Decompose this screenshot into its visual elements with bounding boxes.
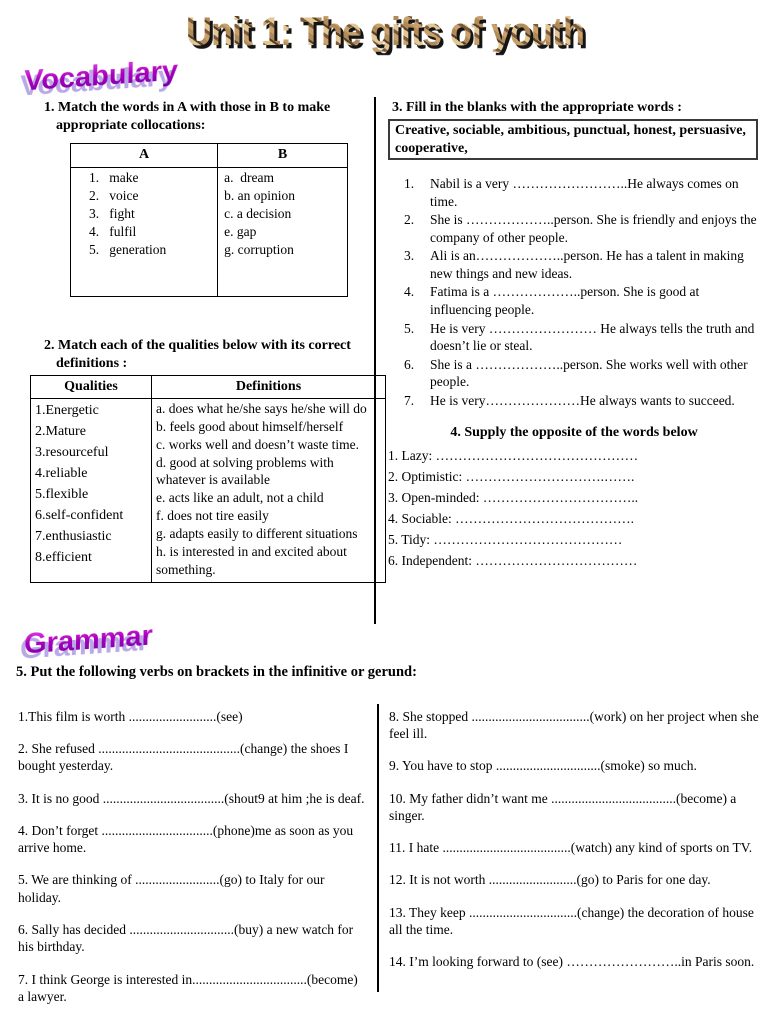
item-number: 5. <box>404 320 415 336</box>
word-a-item: 2. voice <box>89 187 139 203</box>
exercise2-heading: 2. Match each of the qualities below with its correct definitions : <box>44 337 351 371</box>
word-a-item: 3. fight <box>89 206 135 221</box>
grammar-item: 5. We are thinking of .........................(go) to Italy for our holiday. <box>18 872 325 905</box>
grammar-item: 9. You have to stop ...............................(smoke) so much. <box>389 758 697 774</box>
exercise4-heading: 4. Supply the opposite of the words below <box>450 425 698 441</box>
grammar-item: 3. It is no good ....................................(shout9 at him ;he is deaf. <box>18 790 365 806</box>
list-item <box>388 283 760 318</box>
vocabulary-left-column <box>0 95 374 624</box>
exercise3-heading: 3. Fill in the blanks with the appropriate words : <box>392 100 682 115</box>
qualities-table <box>30 375 386 583</box>
item-number: 1. <box>404 176 415 192</box>
item-number: 7. <box>404 392 415 408</box>
item-number: 4. <box>404 284 415 300</box>
quality-item: 5.flexible <box>35 487 89 503</box>
item-text: She is a ………………..person. She works well with other people. <box>430 356 748 390</box>
word-b-item: g. corruption <box>224 242 294 258</box>
grammar-item: 6. Sally has decided ...............................(buy) a new watch for his birthday. <box>18 921 354 955</box>
grammar-wordart: Grammar <box>23 619 154 661</box>
column-b-header: B <box>218 144 348 167</box>
quality-item: 2.Mature <box>35 424 86 440</box>
definition-item: a. does what he/she says he/she will do <box>156 401 367 417</box>
grammar-item: 1.This film is worth ..........................(see) <box>18 708 243 724</box>
opposite-item: 2. Optimistic: ………………………….……. <box>388 469 635 485</box>
qualities-cell <box>31 399 152 583</box>
list-item <box>388 211 760 246</box>
grammar-item: 14. I’m looking forward to (see) ……………………..in Paris soon. <box>389 954 755 970</box>
column-a-cell <box>71 167 218 296</box>
item-number: 6. <box>404 356 415 372</box>
qualities-header: Qualities <box>31 376 152 399</box>
word-bank-box: Creative, sociable, ambitious, punctual, honest, persuasive, cooperative, <box>388 119 758 160</box>
grammar-item: 13. They keep ................................(change) the decoration of house all the time. <box>389 904 754 937</box>
item-text: Ali is an………………..person. He has a talent in making new things and new ideas. <box>430 248 744 281</box>
item-text: Fatima is a ………………..person. She is good at influencing people. <box>430 284 700 318</box>
qualities-table-header <box>31 376 386 399</box>
quality-item: 1.Energetic <box>35 403 99 419</box>
list-item <box>388 175 760 210</box>
item-number: 2. <box>404 212 415 228</box>
column-b-cell <box>218 167 348 296</box>
table-row <box>71 167 348 296</box>
vocabulary-columns <box>0 95 770 624</box>
opposite-item: 5. Tidy: …………………………………… <box>388 532 623 548</box>
grammar-columns <box>0 704 770 1020</box>
definition-item: d. good at solving problems with whatever is available <box>156 454 338 488</box>
opposite-item: 1. Lazy: ……………………………………… <box>388 448 639 464</box>
table-row <box>31 399 386 583</box>
word-b-item: b. an opinion <box>224 187 296 203</box>
list-item <box>388 356 760 391</box>
word-b-item: a. dream <box>224 169 275 185</box>
item-text: He is very …………………… He always tells the truth and doesn’t lie or steal. <box>430 320 755 354</box>
page-title: Unit 1: The gifts of youth <box>186 8 584 55</box>
word-a-item: 4. fulfil <box>89 224 137 240</box>
list-item <box>388 320 760 355</box>
fill-in-blanks-list <box>388 175 760 409</box>
definitions-header: Definitions <box>152 376 386 399</box>
definition-item: b. feels good about himself/herself <box>156 419 344 435</box>
list-item <box>388 392 760 410</box>
item-text: Nabil is a very ……………………..He always comes on time. <box>430 176 739 209</box>
quality-item: 3.resourceful <box>35 445 109 461</box>
item-text: He is very…………………He always wants to succeed. <box>430 392 735 408</box>
opposites-list <box>388 446 760 572</box>
grammar-item: 4. Don’t forget .................................(phone)me as soon as you arrive home. <box>18 822 354 856</box>
vocabulary-right-column <box>376 95 770 624</box>
collocations-table-header <box>71 144 348 167</box>
vocabulary-wordart: Vocabulary <box>23 54 179 98</box>
word-b-item: e. gap <box>224 224 257 240</box>
column-a-header: A <box>71 144 218 167</box>
grammar-item: 8. She stopped ...................................(work) on her project when she feel ill. <box>389 708 759 742</box>
grammar-item: 10. My father didn’t want me .....................................(become) a singer. <box>389 790 737 823</box>
item-number: 3. <box>404 248 415 264</box>
vocabulary-section-header <box>23 54 770 98</box>
word-a-item: 5. generation <box>89 242 167 258</box>
grammar-item: 12. It is not worth ..........................(go) to Paris for one day. <box>389 872 711 888</box>
definitions-cell <box>152 399 386 583</box>
quality-item: 7.enthusiastic <box>35 529 112 545</box>
exercise1-heading: 1. Match the words in A with those in B to make appropriate collocations: <box>44 100 331 134</box>
grammar-right-column <box>379 704 770 1020</box>
page-title-wrap <box>0 0 770 55</box>
grammar-item: 2. She refused ..........................................(change) the shoes I bought yesterday. <box>18 741 349 774</box>
quality-item: 4.reliable <box>35 466 88 482</box>
opposite-item: 6. Independent: ……………………………… <box>388 553 638 569</box>
collocations-table <box>70 143 348 296</box>
quality-item: 8.efficient <box>35 550 92 566</box>
grammar-item: 11. I hate ......................................(watch) any kind of sports on TV. <box>389 840 753 856</box>
definition-item: g. adapts easily to different situations <box>156 525 358 541</box>
item-text: She is ………………..person. She is friendly and enjoys the company of other people. <box>430 212 757 245</box>
opposite-item: 3. Open-minded: …………………………….. <box>388 490 639 506</box>
exercise5-heading: 5. Put the following verbs on brackets in the infinitive or gerund: <box>16 664 417 681</box>
grammar-item: 7. I think George is interested in..................................(become) a lawyer. <box>18 971 358 1004</box>
opposite-item: 4. Sociable: …………………………………. <box>388 511 634 527</box>
definition-item: e. acts like an adult, not a child <box>156 490 324 506</box>
definition-item: f. does not tire easily <box>156 508 269 524</box>
quality-item: 6.self-confident <box>35 508 124 524</box>
definition-item: c. works well and doesn’t waste time. <box>156 436 359 452</box>
list-item <box>388 247 760 282</box>
definition-item: h. is interested in and excited about something. <box>156 543 351 577</box>
word-a-item: 1. make <box>89 169 139 185</box>
grammar-left-column <box>0 704 377 1020</box>
word-b-item: c. a decision <box>224 206 292 221</box>
grammar-section-header <box>23 619 770 661</box>
